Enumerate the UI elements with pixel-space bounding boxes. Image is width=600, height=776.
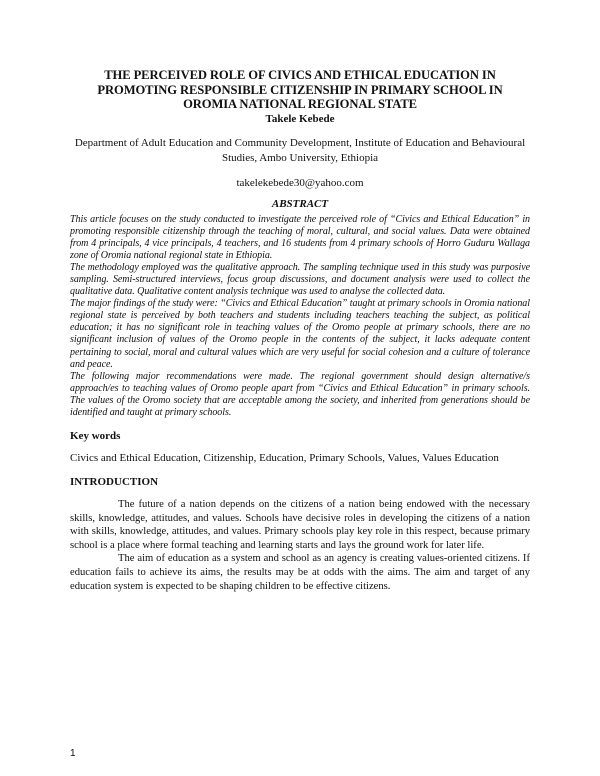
abstract-paragraph: This article focuses on the study conducted to investigate the perceived role of “Civics and Ethical Education” in promoting responsible citizenship through the teaching of moral, cultural, and social values. Data were obtained from 4 principals, 4 vice principals, 4 teachers, and 16 students from 4 primary schools of Horro Guduru Wallaga zone of Oromia national regional state in Ethiopia.	[70, 213, 530, 261]
author-name: Takele Kebede	[265, 112, 335, 125]
introduction-heading: INTRODUCTION	[70, 476, 159, 489]
author-email: takelekebede30@yahoo.com	[236, 176, 364, 189]
paper-title: THE PERCEIVED ROLE OF CIVICS AND ETHICAL EDUCATION IN PROMOTING RESPONSIBLE CITIZENSHIP IN PRIMARY SCHOOL IN OROMIA NATIONAL REGIONAL STATE	[97, 68, 503, 111]
paper-page	[70, 68, 530, 593]
abstract-paragraph: The major findings of the study were: “Civics and Ethical Education” taught at primary schools in Oromia national regional state is perceived by both teachers and students including teachers teaching the subject, as political education; it has no significant role in teaching values of the Oromo people at primary schools, there are no significant inclusion of values of the Oromo people in the contents of the subject, it lacks adequate content pertaining to social, moral and cultural values which are very useful for social cohesion and a culture of tolerance and peace.	[70, 298, 530, 370]
abstract-heading: ABSTRACT	[271, 197, 329, 210]
page-number: 1	[70, 748, 76, 759]
introduction-paragraph: The aim of education as a system and school as an agency is creating values-oriented citizens. If education fails to achieve its aims, the results may be at odds with the aims. The aim and target of any education system is expected to be shaping children to be effective citizens.	[70, 553, 530, 592]
author-affiliation: Department of Adult Education and Community Development, Institute of Education and Behavioural Studies, Ambo University, Ethiopia	[74, 136, 526, 164]
keywords-text: Civics and Ethical Education, Citizenship, Education, Primary Schools, Values, Values Education	[70, 452, 499, 465]
introduction-paragraph: The future of a nation depends on the citizens of a nation being endowed with the necessary skills, knowledge, attitudes, and values. Schools have decisive roles in developing the citizens of a nation with skills, knowledge, attitudes, and values. Primary schools play key role in this respect, because primary school is a place where formal teaching and learning starts and lays the ground work for later life.	[70, 499, 530, 551]
abstract-paragraph: The following major recommendations were made. The regional government should design alternative/s approach/es to teaching values of Oromo people apart from “Civics and Ethical Education” in primary schools. The values of the Oromo society that are acceptable among the society, and inherited from generations should be identified and taught at primary schools.	[70, 370, 530, 418]
abstract-paragraph: The methodology employed was the qualitative approach. The sampling technique used in this study was purposive sampling. Semi-structured interviews, focus group discussions, and document analysis were used to collect the qualitative data. Qualitative content analysis technique was used to analyse the collected data.	[70, 261, 530, 298]
keywords-heading: Key words	[70, 430, 121, 443]
